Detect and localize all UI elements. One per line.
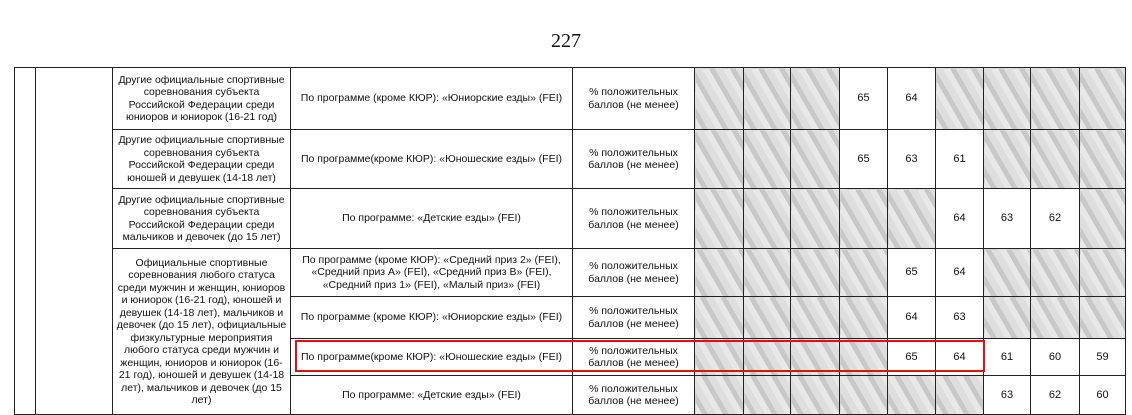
shaded-cell bbox=[1080, 189, 1126, 249]
metric-cell: % положительных баллов (не менее) bbox=[573, 376, 695, 415]
value-cell: 65 bbox=[840, 130, 888, 189]
value-cell: 60 bbox=[1080, 376, 1126, 415]
competition-cell: Другие официальные спортивные соревнования субъекта Российской Федерации среди мальчиков и девочек (до 15 лет) bbox=[113, 189, 291, 249]
shaded-cell bbox=[1080, 68, 1126, 130]
program-cell: По программе(кроме КЮР): «Юношеские езды» (FEI) bbox=[291, 339, 573, 376]
value-cell: 65 bbox=[888, 339, 936, 376]
shaded-cell bbox=[1080, 130, 1126, 189]
shaded-cell bbox=[791, 249, 840, 297]
shaded-cell bbox=[695, 130, 744, 189]
value-cell: 63 bbox=[984, 376, 1031, 415]
metric-cell: % положительных баллов (не менее) bbox=[573, 68, 695, 130]
value-cell: 63 bbox=[984, 189, 1031, 249]
competition-cell: Официальные спортивные соревнования любого статуса среди мужчин и женщин, юниоров и юниорок (16-21 год), юношей и девушек (14-18 лет), мальчиков и девочек (до 15 лет), официальные физкультурные мероприятия любого статуса среди мужчин и женщин, юниоров и юниорок (16-21 год), юношей и девушек (14-18 лет), мальчиков и девочек (до 15 лет) bbox=[113, 249, 291, 415]
shaded-cell bbox=[791, 189, 840, 249]
program-cell: По программе (кроме КЮР): «Средний приз 2» (FEI), «Средний приз А» (FEI), «Средний приз В» (FEI), «Средний приз 1» (FEI), «Малый приз» (FEI) bbox=[291, 249, 573, 297]
program-cell: По программе: «Детские езды» (FEI) bbox=[291, 189, 573, 249]
shaded-cell bbox=[1031, 249, 1080, 297]
shaded-cell bbox=[695, 68, 744, 130]
shaded-cell bbox=[888, 376, 936, 415]
value-cell: 63 bbox=[936, 297, 984, 339]
value-cell: 64 bbox=[936, 339, 984, 376]
shaded-cell bbox=[744, 376, 791, 415]
shaded-cell bbox=[744, 339, 791, 376]
shaded-cell bbox=[695, 249, 744, 297]
program-cell: По программе(кроме КЮР): «Юношеские езды» (FEI) bbox=[291, 130, 573, 189]
shaded-cell bbox=[791, 130, 840, 189]
shaded-cell bbox=[695, 339, 744, 376]
table-row bbox=[15, 249, 1126, 297]
page-number: 227 bbox=[551, 30, 581, 52]
shaded-cell bbox=[840, 297, 888, 339]
program-cell: По программе (кроме КЮР): «Юниорские езды» (FEI) bbox=[291, 68, 573, 130]
shaded-cell bbox=[744, 249, 791, 297]
shaded-cell bbox=[791, 68, 840, 130]
value-cell: 64 bbox=[888, 68, 936, 130]
shaded-cell bbox=[984, 130, 1031, 189]
shaded-cell bbox=[744, 189, 791, 249]
shaded-cell bbox=[695, 297, 744, 339]
competition-cell: Другие официальные спортивные соревнования субъекта Российской Федерации среди юниоров и юниорок (16-21 год) bbox=[113, 68, 291, 130]
shaded-cell bbox=[984, 297, 1031, 339]
value-cell: 62 bbox=[1031, 376, 1080, 415]
table-row bbox=[15, 130, 1126, 189]
value-cell: 59 bbox=[1080, 339, 1126, 376]
metric-cell: % положительных баллов (не менее) bbox=[573, 339, 695, 376]
shaded-cell bbox=[791, 376, 840, 415]
value-cell: 64 bbox=[936, 189, 984, 249]
metric-cell: % положительных баллов (не менее) bbox=[573, 249, 695, 297]
value-cell: 63 bbox=[888, 130, 936, 189]
value-cell: 65 bbox=[888, 249, 936, 297]
shaded-cell bbox=[1080, 249, 1126, 297]
shaded-cell bbox=[791, 339, 840, 376]
shaded-cell bbox=[840, 249, 888, 297]
value-cell: 60 bbox=[1031, 339, 1080, 376]
shaded-cell bbox=[1080, 297, 1126, 339]
shaded-cell bbox=[695, 376, 744, 415]
metric-cell: % положительных баллов (не менее) bbox=[573, 130, 695, 189]
shaded-cell bbox=[1031, 297, 1080, 339]
value-cell: 64 bbox=[888, 297, 936, 339]
shaded-cell bbox=[840, 339, 888, 376]
shaded-cell bbox=[984, 249, 1031, 297]
shaded-cell bbox=[840, 376, 888, 415]
shaded-cell bbox=[1031, 68, 1080, 130]
table-row bbox=[15, 68, 1126, 130]
shaded-cell bbox=[936, 68, 984, 130]
shaded-cell bbox=[744, 297, 791, 339]
shaded-cell bbox=[695, 189, 744, 249]
shaded-cell bbox=[840, 189, 888, 249]
shaded-cell bbox=[744, 68, 791, 130]
blank-cell bbox=[15, 68, 36, 415]
shaded-cell bbox=[1031, 130, 1080, 189]
shaded-cell bbox=[888, 189, 936, 249]
value-cell: 61 bbox=[984, 339, 1031, 376]
program-cell: По программе: «Детские езды» (FEI) bbox=[291, 376, 573, 415]
metric-cell: % положительных баллов (не менее) bbox=[573, 297, 695, 339]
shaded-cell bbox=[744, 130, 791, 189]
blank-cell bbox=[36, 68, 113, 415]
shaded-cell bbox=[936, 376, 984, 415]
metric-cell: % положительных баллов (не менее) bbox=[573, 189, 695, 249]
shaded-cell bbox=[984, 68, 1031, 130]
value-cell: 62 bbox=[1031, 189, 1080, 249]
table-row bbox=[15, 189, 1126, 249]
shaded-cell bbox=[791, 297, 840, 339]
program-cell: По программе (кроме КЮР): «Юниорские езды» (FEI) bbox=[291, 297, 573, 339]
value-cell: 65 bbox=[840, 68, 888, 130]
value-cell: 64 bbox=[936, 249, 984, 297]
value-cell: 61 bbox=[936, 130, 984, 189]
competition-cell: Другие официальные спортивные соревнования субъекта Российской Федерации среди юношей и девушек (14-18 лет) bbox=[113, 130, 291, 189]
standards-table bbox=[14, 67, 1126, 415]
